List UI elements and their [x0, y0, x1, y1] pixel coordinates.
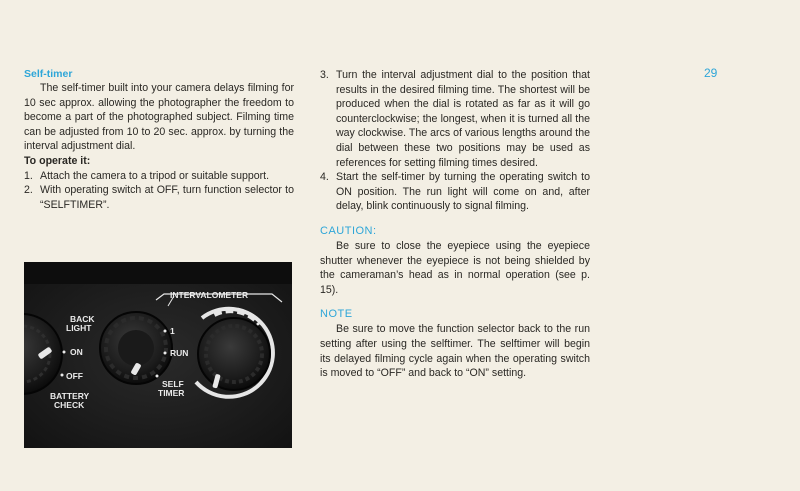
- note-heading: NOTE: [320, 308, 353, 321]
- back-light-label: BACK: [70, 314, 95, 324]
- step-text: With operating switch at OFF, turn function selector to “SELFTIMER”.: [40, 184, 294, 211]
- self-timer-label: SELF: [162, 379, 184, 389]
- intro-paragraph: The self-timer built into your camera delays filming for 10 sec approx. allowing the photographer the freedom to become a part of the photographed subject. Filming time can be adjusted from 10 to 20 sec. approx. by turning the interval adjustment dial.: [24, 82, 294, 153]
- on-label: ON: [70, 347, 83, 357]
- list-item: [320, 68, 590, 170]
- section-heading: Self-timer: [24, 68, 73, 80]
- steps-list-left: [24, 169, 294, 213]
- run-label: RUN: [170, 348, 189, 358]
- self-timer-label-2: TIMER: [158, 388, 185, 398]
- left-column: [24, 67, 294, 212]
- operate-heading: To operate it:: [24, 154, 91, 167]
- step-text: Start the self-timer by turning the operating switch to ON position. The run light will come on and, after delay, blink continuously to signal filming.: [336, 171, 590, 213]
- battery-check-label-2: CHECK: [54, 400, 85, 410]
- back-light-label-2: LIGHT: [66, 323, 92, 333]
- battery-check-label: BATTERY: [50, 391, 90, 401]
- page-number: 29: [704, 66, 718, 80]
- step-text: Attach the camera to a tripod or suitable support.: [40, 169, 270, 182]
- step-text: Turn the interval adjustment dial to the position that results in the desired filming time. The shortest will be produced when the dial is rotated as far as it will go counterclockwise; the longest, when it is turned all the way clockwise. The arcs of various lengths around the dial between these two positions may be used as references for setting filming times desired.: [336, 69, 590, 169]
- right-column: [320, 68, 590, 381]
- step-number: 2.: [24, 184, 33, 197]
- position-one-label: 1: [170, 326, 175, 336]
- caution-heading: CAUTION:: [320, 224, 377, 237]
- camera-controls-illustration: [24, 262, 292, 448]
- note-text: Be sure to move the function selector back to the run setting after using the selftimer. The selftimer will begin its delayed filming cycle again when the operating switch is moved to “OFF” and back to “ON” setting.: [320, 323, 590, 380]
- camera-controls-photo: [24, 262, 292, 448]
- list-item: [24, 183, 294, 212]
- intervalometer-label: INTERVALOMETER: [170, 290, 249, 300]
- step-number: 4.: [320, 171, 329, 184]
- list-item: [320, 170, 590, 214]
- off-label: OFF: [66, 371, 83, 381]
- function-selector-knob: [100, 312, 172, 384]
- steps-list-right: [320, 68, 590, 214]
- caution-text: Be sure to close the eyepiece using the eyepiece shutter whenever the eyepiece is not being shielded by the cameraman’s head as in normal operation (see p. 15).: [320, 239, 590, 296]
- step-number: 1.: [24, 169, 33, 182]
- list-item: [24, 169, 294, 184]
- step-number: 3.: [320, 69, 329, 81]
